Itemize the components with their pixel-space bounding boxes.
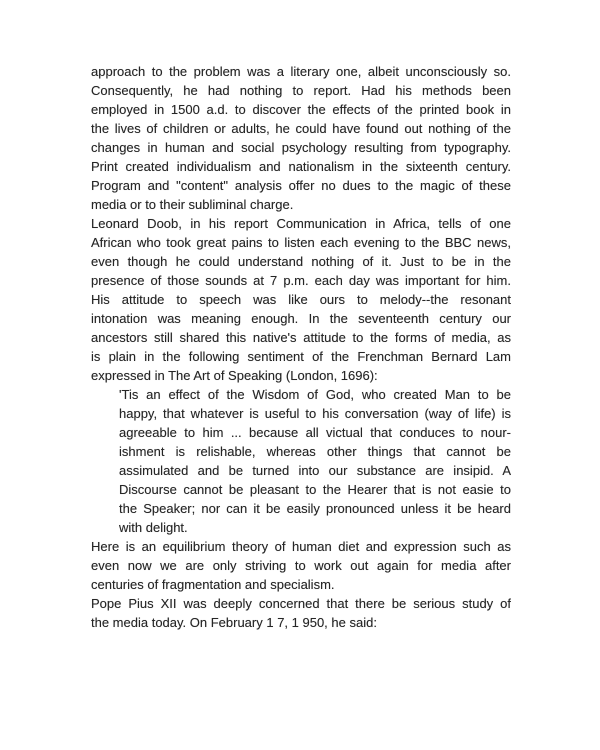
paragraph xyxy=(91,62,511,214)
text-line: 'Tis an effect of the Wisdom of God, who created Man to be xyxy=(119,387,511,402)
text-line: approach to the problem was a literary one, albeit unconsciously so. xyxy=(91,64,511,79)
text-line: the media today. On February 1 7, 1 950, he said: xyxy=(91,615,377,630)
text-line: even now we are only striving to work out again for media after xyxy=(91,558,511,573)
text-line: happy, that whatever is useful to his conversation (way of life) is xyxy=(119,406,511,421)
text-line: centuries of fragmentation and specialism. xyxy=(91,577,335,592)
text-line: Print created individualism and nationalism in the sixteenth century. xyxy=(91,159,511,174)
text-line: presence of those sounds at 7 p.m. each day was important for him. xyxy=(91,273,511,288)
text-line: Here is an equilibrium theory of human diet and expression such as xyxy=(91,539,511,554)
text-line: the lives of children or adults, he could have found out nothing of the xyxy=(91,121,511,136)
text-line: expressed in The Art of Speaking (London, 1696): xyxy=(91,368,378,383)
text-line: the Speaker; nor can it be easily pronounced unless it be heard xyxy=(119,501,511,516)
block-quote xyxy=(91,385,511,537)
text-line: employed in 1500 a.d. to discover the effects of the printed book in xyxy=(91,102,511,117)
text-line: His attitude to speech was like ours to melody--the resonant xyxy=(91,292,511,307)
text-line: media or to their subliminal charge. xyxy=(91,197,294,212)
text-line: Consequently, he had nothing to report. Had his methods been xyxy=(91,83,511,98)
text-line: ishment is relishable, whereas other things that cannot be xyxy=(119,444,511,459)
text-line: with delight. xyxy=(119,520,188,535)
paragraph xyxy=(91,214,511,385)
document-page xyxy=(91,62,511,632)
text-line: Pope Pius XII was deeply concerned that there be serious study of xyxy=(91,596,511,611)
text-line: is plain in the following sentiment of the Frenchman Bernard Lam xyxy=(91,349,511,364)
text-line: Leonard Doob, in his report Communication in Africa, tells of one xyxy=(91,216,511,231)
text-line: agreeable to him ... because all victual that conduces to nour- xyxy=(119,425,511,440)
text-line: even though he could understand nothing of it. Just to be in the xyxy=(91,254,511,269)
text-line: ancestors still shared this native's attitude to the forms of media, as xyxy=(91,330,511,345)
text-line: changes in human and social psychology resulting from typography. xyxy=(91,140,511,155)
text-line: Program and "content" analysis offer no dues to the magic of these xyxy=(91,178,511,193)
text-line: Discourse cannot be pleasant to the Hearer that is not easie to xyxy=(119,482,511,497)
paragraph xyxy=(91,537,511,594)
paragraph xyxy=(91,594,511,632)
text-line: intonation was meaning enough. In the seventeenth century our xyxy=(91,311,511,326)
text-line: African who took great pains to listen each evening to the BBC news, xyxy=(91,235,511,250)
text-line: assimulated and be turned into our substance are insipid. A xyxy=(119,463,511,478)
